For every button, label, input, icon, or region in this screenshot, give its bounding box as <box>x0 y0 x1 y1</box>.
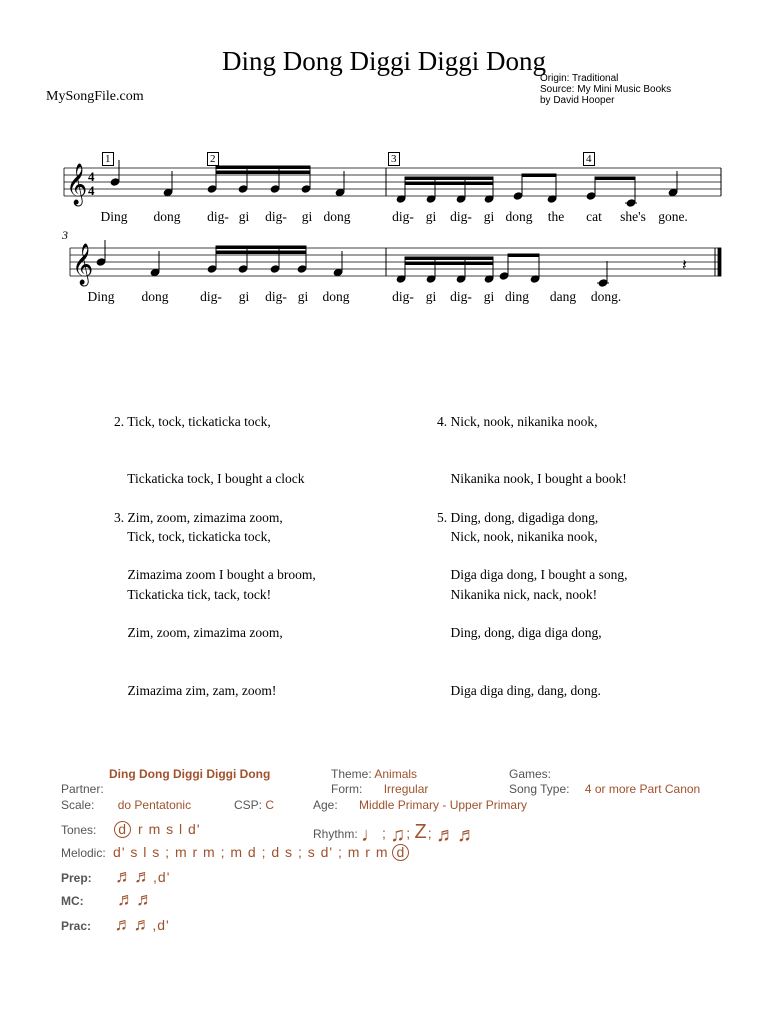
lyric: gi <box>238 289 250 304</box>
label: CSP: <box>234 798 263 812</box>
label: Tones: <box>61 823 97 837</box>
label: Song Type: <box>509 782 570 796</box>
sixteenth-group-icon: ♬♬ <box>117 889 156 909</box>
label: Form: <box>331 782 363 796</box>
measure-number: 1 <box>102 152 114 166</box>
label: Rhythm: <box>313 827 358 841</box>
lyric: the <box>547 209 565 224</box>
verse-line: Nick, nook, nikanika nook, <box>437 529 598 545</box>
circled-do: d <box>114 821 131 838</box>
value: C <box>265 798 275 812</box>
value: ,d' <box>153 869 171 885</box>
treble-clef-icon: 𝄞 <box>72 244 94 284</box>
lyric: dig- <box>200 289 222 304</box>
verse-3 <box>114 469 316 720</box>
song-meta <box>540 73 671 106</box>
time-sig-bottom: 4 <box>88 183 95 198</box>
info-partner: Partner: <box>61 782 104 796</box>
note <box>163 188 173 196</box>
verse-line: Tickaticka tick, tack, tock! <box>114 587 272 603</box>
lyric: dong <box>323 209 351 224</box>
verse-5 <box>437 469 627 720</box>
rest-icon: 𝄽 <box>682 257 687 274</box>
circled-do: d <box>392 844 409 861</box>
lyric: dig- <box>265 209 287 224</box>
lyric: dig- <box>265 289 287 304</box>
note <box>110 178 120 186</box>
info-tones <box>61 821 201 838</box>
lyric: dong <box>153 209 181 224</box>
verse-line: 3. Zim, zoom, zimazima zoom, <box>114 509 283 525</box>
info-age <box>313 798 527 812</box>
label: Age: <box>313 798 338 812</box>
verse-line: 5. Ding, dong, digadiga dong, <box>437 509 599 525</box>
lyric: gone. <box>658 209 688 224</box>
measure-number: 3 <box>388 152 400 166</box>
lyric: gi <box>425 209 437 224</box>
lyric: gi <box>301 209 313 224</box>
sixteenth-group-icon: ♬♬ <box>435 824 478 846</box>
value: r m s l d' <box>138 821 201 837</box>
verse-line: Zim, zoom, zimazima zoom, <box>114 625 283 641</box>
separator: ; <box>382 825 387 841</box>
lyric: gi <box>483 289 495 304</box>
verse-line: 2. Tick, tock, tickaticka tock, <box>114 413 271 429</box>
lyric: dong <box>141 289 169 304</box>
info-form <box>331 782 428 796</box>
lyric: gi <box>238 209 250 224</box>
measure-number: 4 <box>583 152 595 166</box>
info-rhythm <box>313 821 478 844</box>
time-sig-top: 4 <box>88 169 95 184</box>
lyric: she's <box>620 209 646 224</box>
lyric: gi <box>425 289 437 304</box>
eighth-pair-icon: ♫ <box>390 824 407 846</box>
system-number: 3 <box>62 228 68 242</box>
info-games: Games: <box>509 767 552 781</box>
separator: ; <box>406 825 412 841</box>
sixteenth-group-icon: ♬♬ <box>115 866 154 886</box>
value: ,d' <box>152 917 170 933</box>
verse-line: 4. Nick, nook, nikanika nook, <box>437 413 598 429</box>
site-name[interactable]: MySongFile.com <box>46 89 144 104</box>
value: Irregular <box>383 782 429 796</box>
lyric: gi <box>483 209 495 224</box>
rest-icon: Z <box>414 821 428 843</box>
info-mc <box>61 889 155 910</box>
info-song-title: Ding Dong Diggi Diggi Dong <box>109 767 271 781</box>
lyric: dong <box>322 289 350 304</box>
info-song-type <box>509 782 700 796</box>
value: 4 or more Part Canon <box>584 782 701 796</box>
lyric: gi <box>297 289 309 304</box>
staff-system-2 <box>0 230 768 310</box>
sixteenth-group-icon: ♬♬ <box>114 914 153 934</box>
info-prac <box>61 914 170 935</box>
verse-line: Nikanika nick, nack, nook! <box>437 587 598 603</box>
value: Animals <box>374 767 418 781</box>
info-prep <box>61 866 170 887</box>
lyric: dig- <box>450 289 472 304</box>
label: Prac: <box>61 919 92 933</box>
label: MC: <box>61 894 84 908</box>
quarter-note-icon: ♩ <box>361 824 383 846</box>
author: by David Hooper <box>540 95 615 106</box>
verse-line: Diga diga dong, I bought a song, <box>437 567 628 583</box>
info-scale <box>61 798 191 812</box>
lyric: dig- <box>450 209 472 224</box>
separator: ; <box>427 825 433 841</box>
label: Melodic: <box>61 846 106 860</box>
verse-line: Nikanika nook, I bought a book! <box>437 471 627 487</box>
info-melodic <box>61 844 409 861</box>
verse-line: Tick, tock, tickaticka tock, <box>114 529 271 545</box>
treble-clef-icon: 𝄞 <box>66 164 88 204</box>
lyric: dong. <box>590 289 622 304</box>
measure-number: 2 <box>207 152 219 166</box>
label: Theme: <box>331 767 372 781</box>
lyric: Ding <box>87 289 115 304</box>
lyric: dang <box>549 289 577 304</box>
lyric: dig- <box>207 209 229 224</box>
lyric: dig- <box>392 289 414 304</box>
source: Source: My Mini Music Books <box>540 84 672 95</box>
verse-line: Ding, dong, diga diga dong, <box>437 625 602 641</box>
verse-line: Diga diga ding, dang, dong. <box>437 683 601 699</box>
lyric: ding <box>504 289 530 304</box>
lyric: dig- <box>392 209 414 224</box>
origin: Origin: Traditional <box>540 73 619 84</box>
verse-line: Zimazima zim, zam, zoom! <box>114 683 277 699</box>
value: Middle Primary - Upper Primary <box>359 798 528 812</box>
verse-line: Zimazima zoom I bought a broom, <box>114 567 316 583</box>
info-csp <box>234 798 274 812</box>
lyric: dong <box>505 209 533 224</box>
song-title: Ding Dong Diggi Diggi Dong <box>222 46 546 76</box>
verse-line: Tickaticka tock, I bought a clock <box>114 471 305 487</box>
value: d' s l s ; m r m ; m d ; d s ; s d' ; m r m <box>113 844 389 860</box>
info-theme <box>331 767 417 781</box>
lyric: cat <box>586 209 602 224</box>
value: do Pentatonic <box>117 798 192 812</box>
label: Scale: <box>61 798 95 812</box>
lyric: Ding <box>100 209 128 224</box>
label: Prep: <box>61 871 92 885</box>
